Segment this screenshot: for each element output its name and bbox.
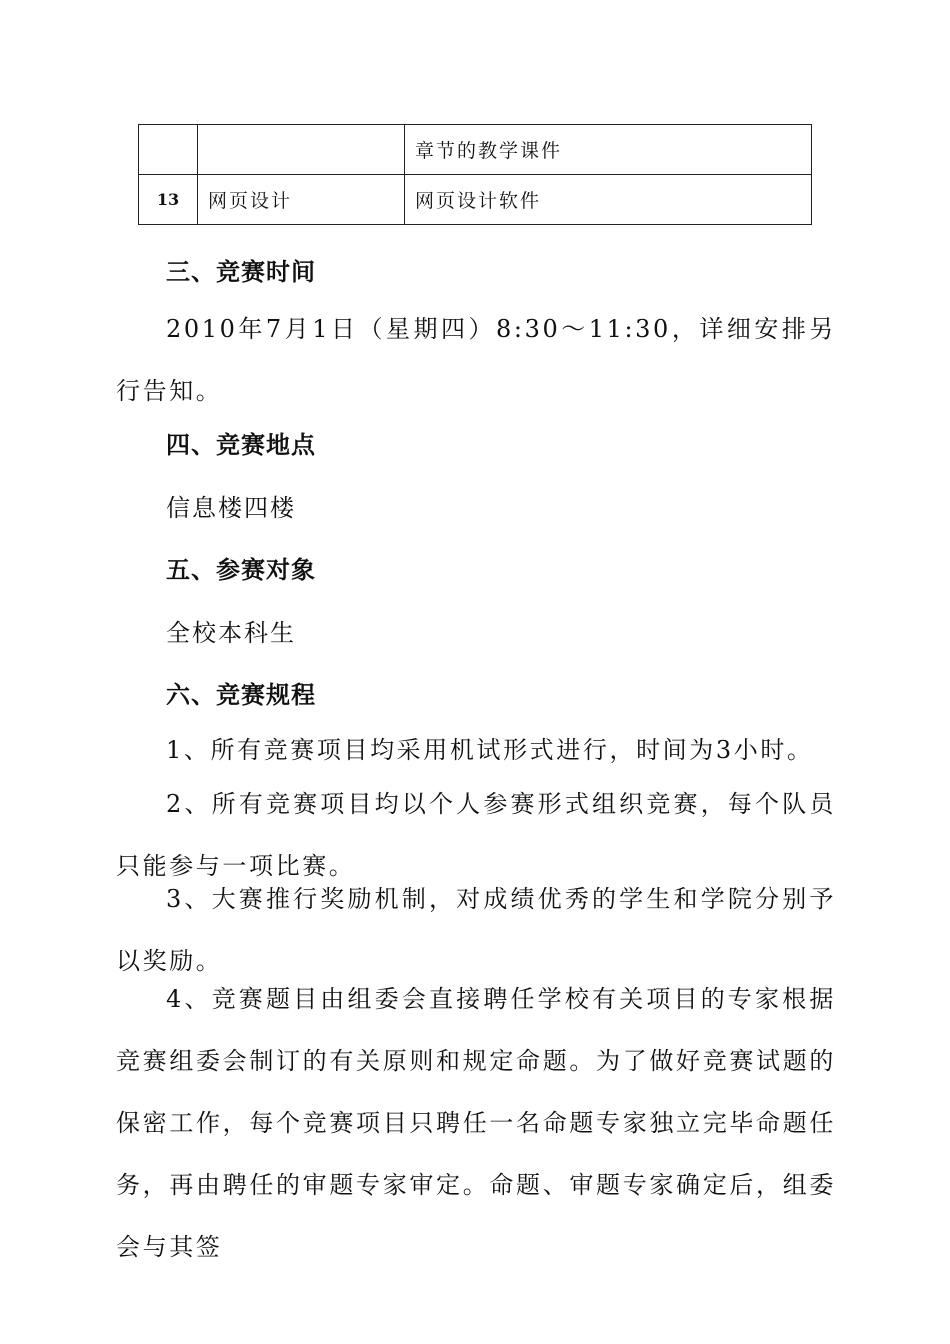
- section-heading-rules: 六、竞赛规程: [166, 681, 316, 709]
- rule-paragraph-1: 1、所有竞赛项目均采用机试形式进行，时间为3小时。: [166, 736, 814, 764]
- time-paragraph: 2010年7月1日（星期四）8:30～11:30，详细安排另行告知。: [116, 315, 836, 405]
- place-text: 信息楼四楼: [166, 494, 296, 522]
- section-heading-place: 四、竞赛地点: [166, 431, 316, 459]
- participants-text: 全校本科生: [166, 619, 296, 647]
- section-heading-time: 三、竞赛时间: [166, 258, 316, 286]
- competition-items-table: [138, 124, 812, 225]
- table-cell-number: [139, 125, 198, 175]
- table-cell-item-name: 网页设计: [198, 175, 405, 225]
- table-row: [139, 175, 812, 225]
- table-cell-item-name: [198, 125, 405, 175]
- rule-paragraph-3: 3、大赛推行奖励机制，对成绩优秀的学生和学院分别予以奖励。: [116, 885, 836, 975]
- table-row: [139, 125, 812, 175]
- rule-paragraph-4: 4、竞赛题目由组委会直接聘任学校有关项目的专家根据竞赛组委会制订的有关原则和规定命题。为了做好竞赛试题的保密工作，每个竞赛项目只聘任一名命题专家独立完毕命题任务，再由聘任的审题专家审定。命题、审题专家确定后，组委会与其签: [116, 985, 836, 1261]
- table-cell-software: 网页设计软件: [405, 175, 812, 225]
- table-cell-number: 13: [139, 175, 198, 225]
- rule-paragraph-2: 2、所有竞赛项目均以个人参赛形式组织竞赛，每个队员只能参与一项比赛。: [116, 790, 836, 880]
- section-heading-participants: 五、参赛对象: [166, 556, 316, 584]
- table-cell-software: 章节的教学课件: [405, 125, 812, 175]
